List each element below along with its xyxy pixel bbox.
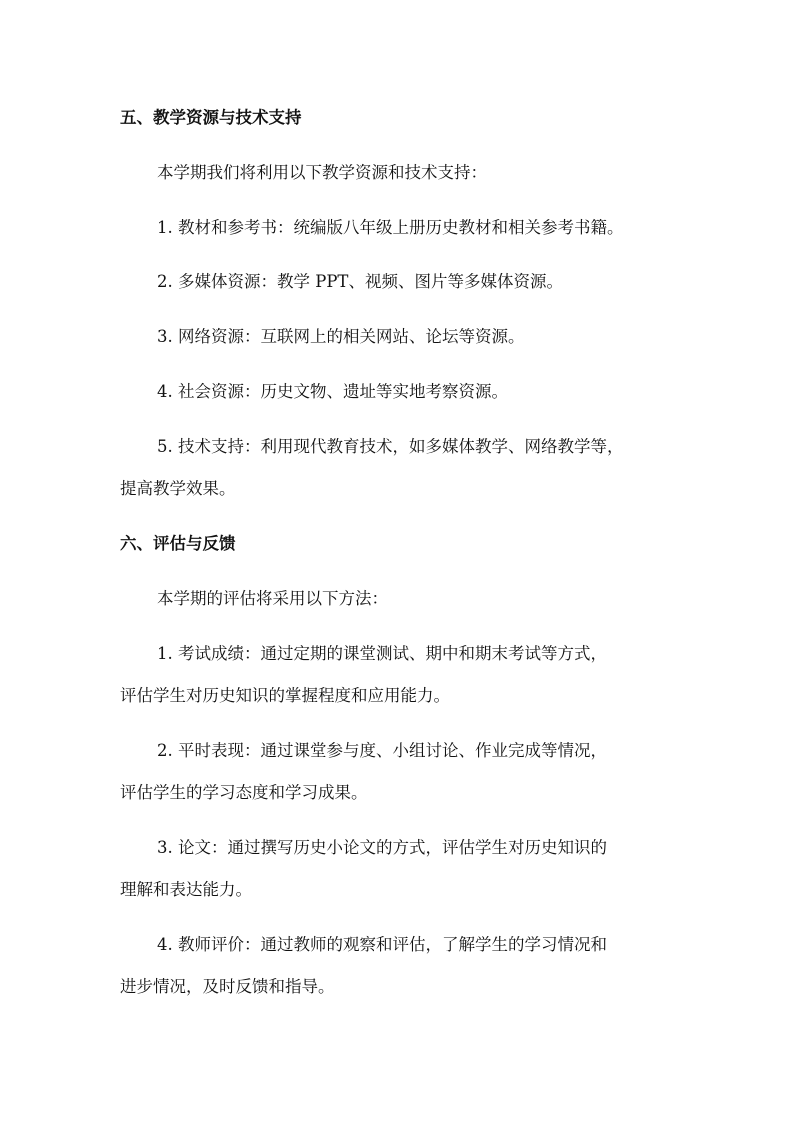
list-item: 3. 论文：通过撰写历史小论文的方式，评估学生对历史知识的 xyxy=(157,838,607,857)
section-heading: 六、评估与反馈 xyxy=(120,534,236,553)
section-heading: 五、教学资源与技术支持 xyxy=(120,108,302,127)
list-item-continuation: 进步情况，及时反馈和指导。 xyxy=(120,977,335,996)
list-item: 2. 多媒体资源：教学 PPT、视频、图片等多媒体资源。 xyxy=(157,272,563,291)
list-item: 4. 教师评价：通过教师的观察和评估，了解学生的学习情况和 xyxy=(157,935,607,954)
list-item: 1. 考试成绩：通过定期的课堂测试、期中和期末考试等方式， xyxy=(157,644,607,663)
section-intro: 本学期我们将利用以下教学资源和技术支持： xyxy=(157,163,487,182)
list-item: 5. 技术支持：利用现代教育技术，如多媒体教学、网络教学等， xyxy=(157,437,624,456)
list-item-continuation: 评估学生的学习态度和学习成果。 xyxy=(120,783,368,802)
list-item-continuation: 理解和表达能力。 xyxy=(120,880,252,899)
list-item-continuation: 评估学生对历史知识的掌握程度和应用能力。 xyxy=(120,686,450,705)
section-intro: 本学期的评估将采用以下方法： xyxy=(157,589,388,608)
list-item: 3. 网络资源：互联网上的相关网站、论坛等资源。 xyxy=(157,327,525,346)
list-item: 2. 平时表现：通过课堂参与度、小组讨论、作业完成等情况， xyxy=(157,741,607,760)
list-item: 4. 社会资源：历史文物、遗址等实地考察资源。 xyxy=(157,382,508,401)
list-item-continuation: 提高教学效果。 xyxy=(120,479,236,498)
list-item: 1. 教材和参考书：统编版八年级上册历史教材和相关参考书籍。 xyxy=(157,218,624,237)
